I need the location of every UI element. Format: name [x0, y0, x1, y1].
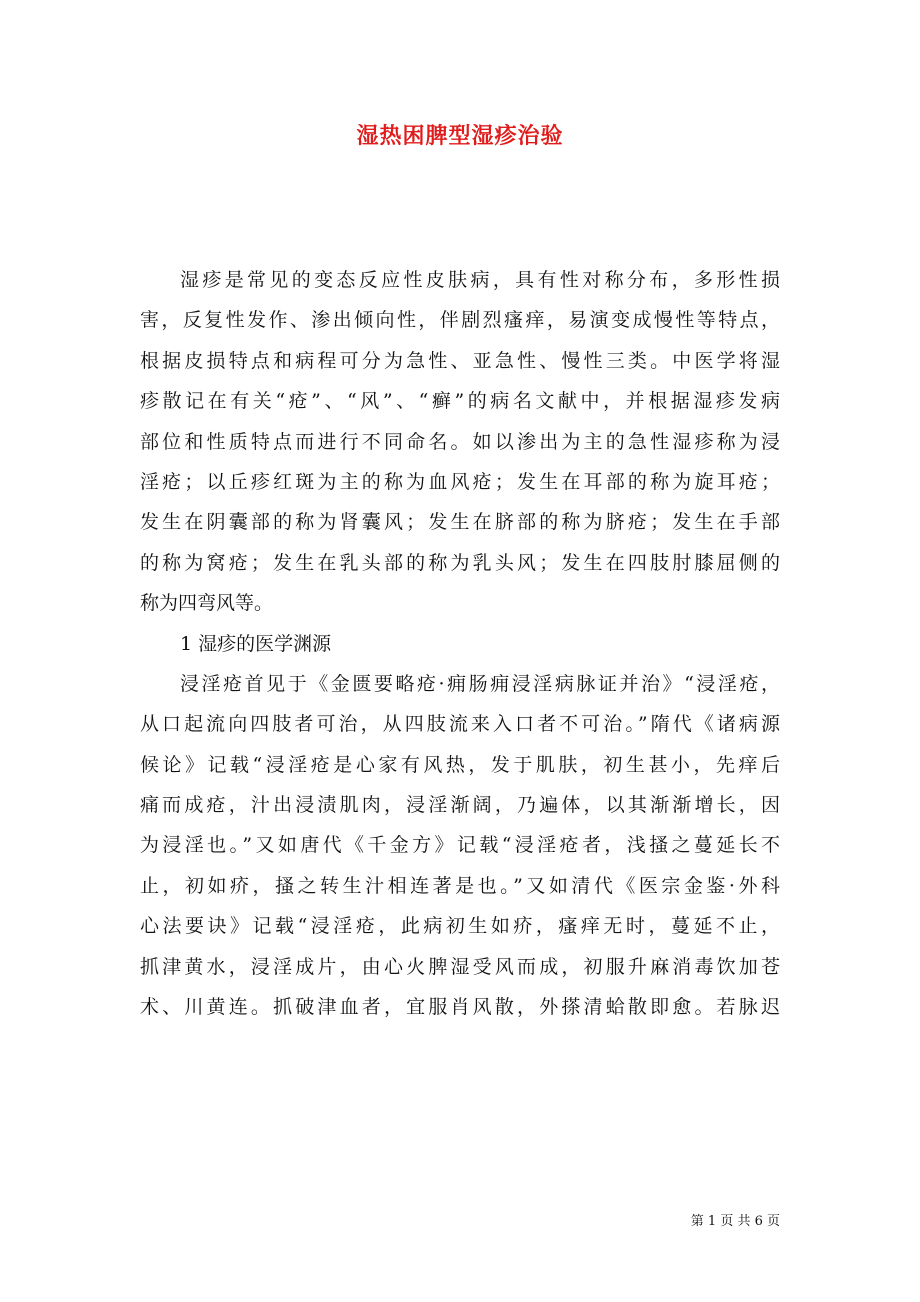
page-number-footer: 第 1 页 共 6 页: [690, 1214, 780, 1229]
paragraph-2-line: 浸淫疮首见于《金匮要略疮·痈肠痈浸淫病脉证并治》“浸淫疮，: [180, 672, 780, 695]
document-title: 湿热困脾型湿疹治验: [356, 123, 564, 149]
paragraph-1-line: 发生在阴囊部的称为肾囊风；发生在脐部的称为脐疮；发生在手部: [140, 511, 780, 534]
paragraph-2-line: 心法要诀》记载“浸淫疮，此病初生如疥，瘙痒无时，蔓延不止，: [140, 915, 780, 938]
paragraph-1-line: 部位和性质特点而进行不同命名。如以渗出为主的急性湿疹称为浸: [140, 430, 780, 453]
document-body: [140, 260, 780, 1027]
section-heading: 1 湿疹的医学渊源: [180, 632, 332, 655]
paragraph-2-line: 抓津黄水，浸淫成片，由心火脾湿受风而成，初服升麻消毒饮加苍: [140, 955, 780, 978]
paragraph-2-line: 从口起流向四肢者可治，从四肢流来入口者不可治。”隋代《诸病源: [140, 713, 780, 736]
paragraph-1-line: 淫疮；以丘疹红斑为主的称为血风疮；发生在耳部的称为旋耳疮；: [140, 470, 780, 493]
paragraph-1-line: 的称为窝疮；发生在乳头部的称为乳头风；发生在四肢肘膝屈侧的: [140, 551, 780, 574]
paragraph-1-line: 湿疹是常见的变态反应性皮肤病，具有性对称分布，多形性损: [180, 269, 780, 291]
paragraph-1-line: 称为四弯风等。: [140, 592, 274, 615]
paragraph-1-line: 根据皮损特点和病程可分为急性、亚急性、慢性三类。中医学将湿: [140, 349, 780, 372]
paragraph-1-line: 疹散记在有关“疮”、“风”、“癣”的病名文献中，并根据湿疹发病: [140, 390, 780, 413]
paragraph-2-line: 术、川黄连。抓破津血者，宜服肖风散，外搽清蛤散即愈。若脉迟: [140, 996, 780, 1019]
paragraph-2-line: 止，初如疥，搔之转生汁相连著是也。”又如清代《医宗金鉴·外科: [140, 874, 780, 897]
paragraph-2-line: 为浸淫也。”又如唐代《千金方》记载“浸淫疮者，浅搔之蔓延长不: [140, 834, 780, 857]
paragraph-2-line: 痛而成疮，汁出浸渍肌肉，浸淫渐阔，乃遍体，以其渐渐增长，因: [140, 794, 780, 817]
paragraph-1-line: 害，反复性发作、渗出倾向性，伴剧烈瘙痒，易演变成慢性等特点，: [140, 309, 780, 332]
paragraph-2-line: 候论》记载“浸淫疮是心家有风热，发于肌肤，初生甚小，先痒后: [140, 753, 780, 776]
